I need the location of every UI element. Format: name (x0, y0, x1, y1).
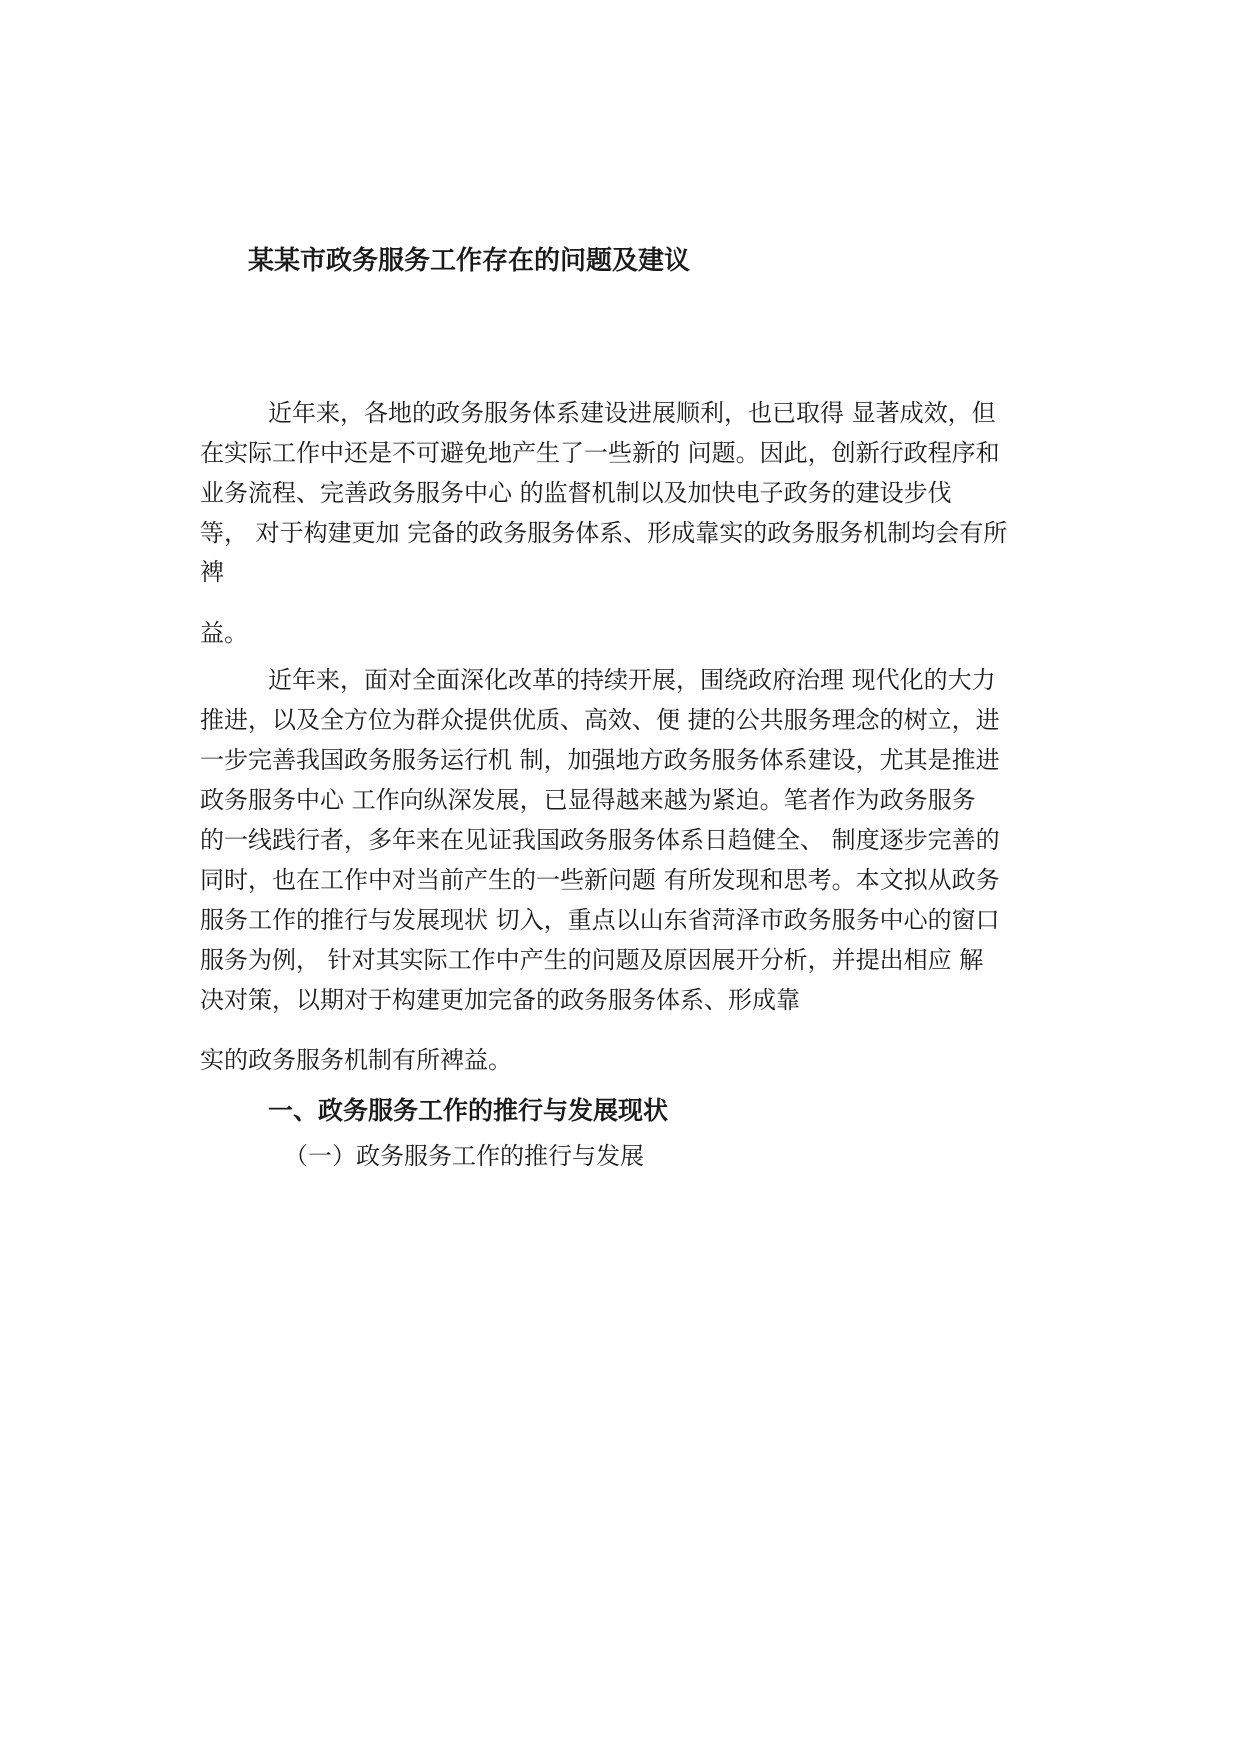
paragraph-2-line-3: 一步完善我国政务服务运行机 制，加强地方政务服务体系建设，尤其是推进 (200, 746, 1000, 774)
paragraph-2-line-5: 的一线践行者，多年来在见证我国政务服务体系日趋健全、 制度逐步完善的 (200, 826, 1000, 854)
paragraph-2-line-9: 决对策，以期对于构建更加完备的政务服务体系、形成靠 (200, 986, 800, 1014)
paragraph-1-line-4: 等， 对于构建更加 完备的政务服务体系、形成靠实的政务服务机制均会有所 (200, 519, 1008, 547)
paragraph-2-line-1: 近年来，面对全面深化改革的持续开展，围绕政府治理 现代化的大力 (268, 666, 996, 694)
paragraph-2-line-10: 实的政务服务机制有所裨益。 (200, 1046, 512, 1074)
paragraph-2-line-7: 服务工作的推行与发展现状 切入，重点以山东省菏泽市政务服务中心的窗口 (200, 906, 1000, 934)
paragraph-1-line-1: 近年来，各地的政务服务体系建设进展顺利，也已取得 显著成效，但 (268, 399, 996, 427)
paragraph-1-line-2: 在实际工作中还是不可避免地产生了一些新的 问题。因此，创新行政程序和 (200, 439, 1000, 467)
section-heading-1: 一、政务服务工作的推行与发展现状 (268, 1096, 669, 1125)
paragraph-1-line-5: 裨 (200, 558, 224, 586)
paragraph-1-line-6: 益。 (200, 619, 248, 647)
paragraph-1-line-3: 业务流程、完善政务服务中心 的监督机制以及加快电子政务的建设步伐 (200, 479, 952, 507)
subsection-heading-1: （一）政务服务工作的推行与发展 (284, 1142, 644, 1170)
paragraph-2-line-4: 政务服务中心 工作向纵深发展，已显得越来越为紧迫。笔者作为政务服务 (200, 786, 976, 814)
paragraph-2-line-2: 推进，以及全方位为群众提供优质、高效、便 捷的公共服务理念的树立，进 (200, 706, 1000, 734)
paragraph-2-line-8: 服务为例， 针对其实际工作中产生的问题及原因展开分析，并提出相应 解 (200, 946, 984, 974)
paragraph-2-line-6: 同时，也在工作中对当前产生的一些新问题 有所发现和思考。本文拟从政务 (200, 866, 1000, 894)
document-title: 某某市政务服务工作存在的问题及建议 (248, 246, 691, 276)
